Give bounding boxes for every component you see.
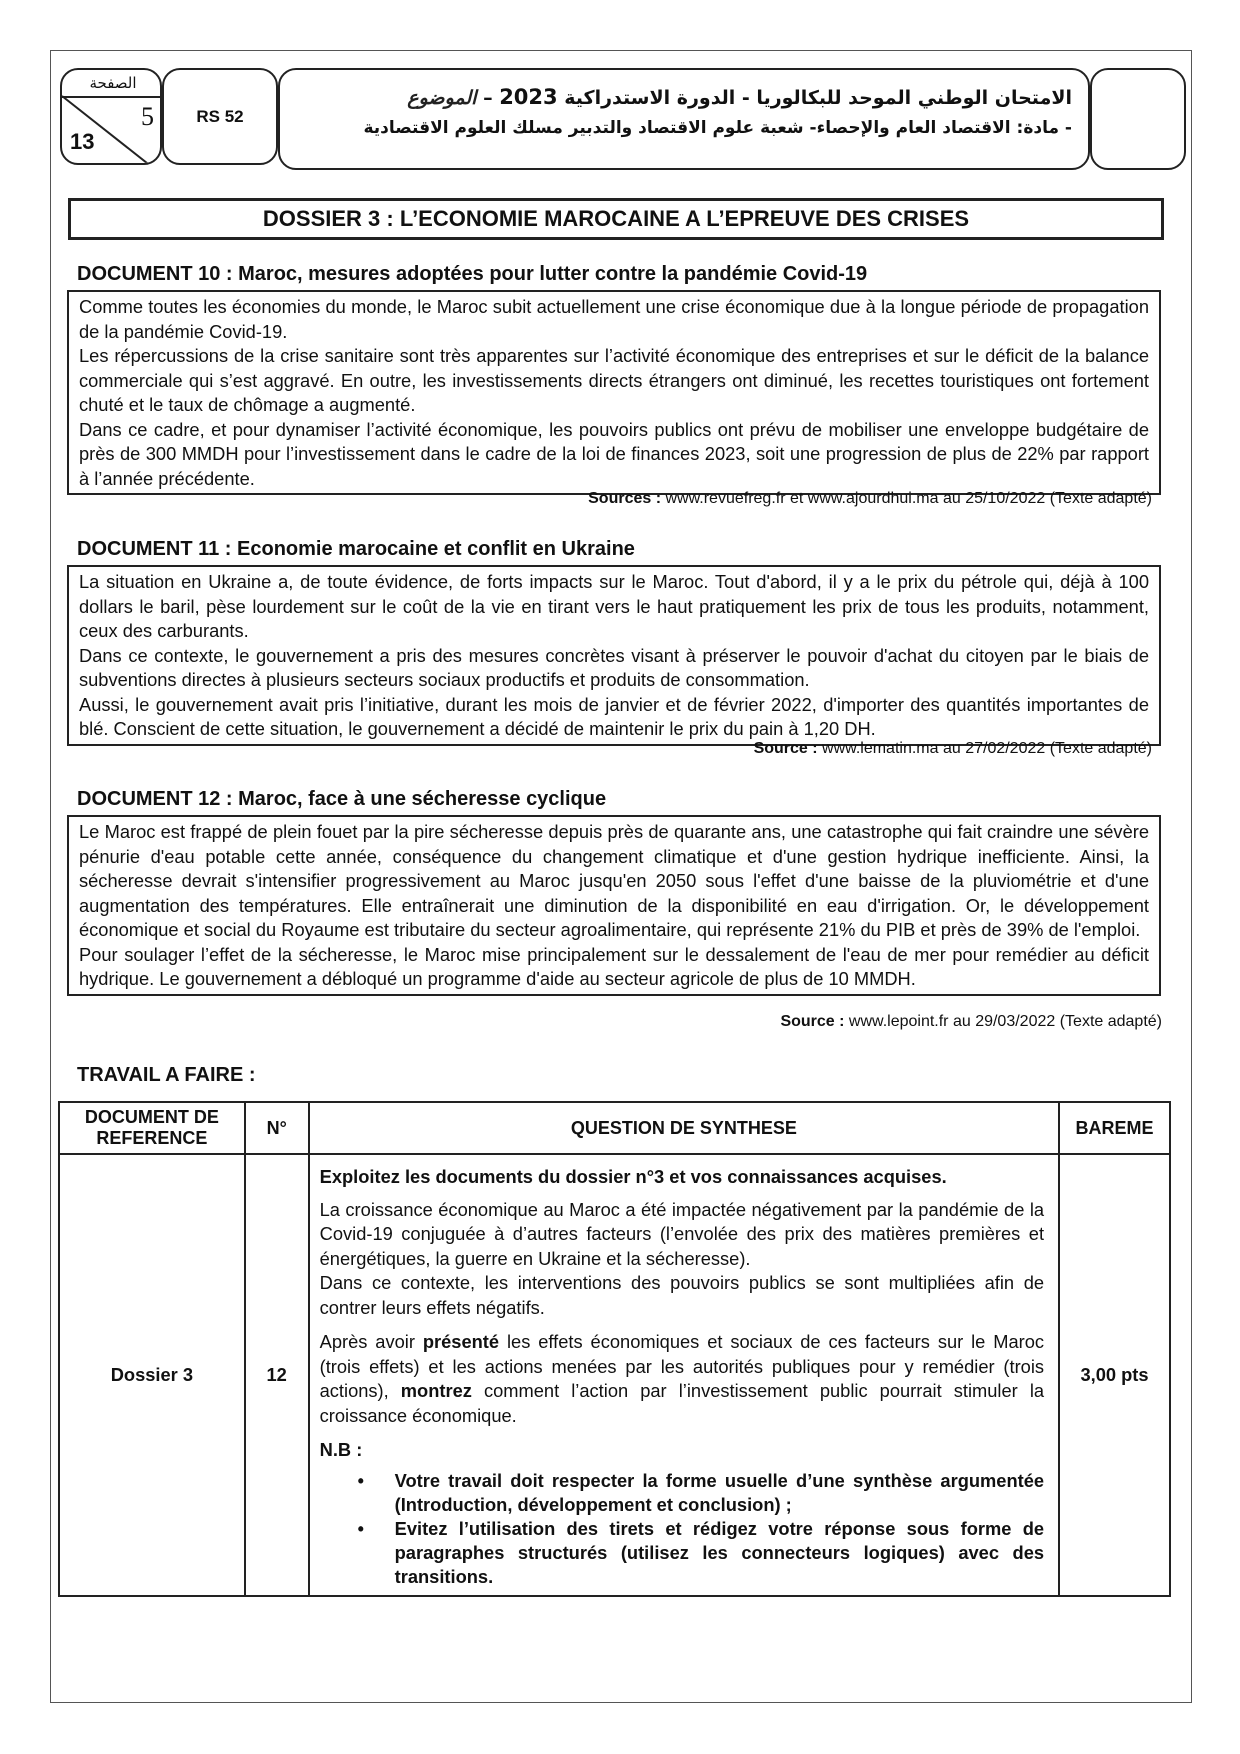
paragraph: Comme toutes les économies du monde, le Maroc subit actuellement une crise économique due à la longue période de propagation de la pandémie Covid-19. [79, 296, 1149, 342]
blank-box [1090, 68, 1186, 170]
question-text [320, 1330, 1044, 1428]
travail-table [58, 1101, 1171, 1597]
document-12-box [67, 815, 1161, 996]
source-text: www.lematin.ma au 27/02/2022 (Texte adapté) [822, 740, 1152, 757]
source-label: Sources : [588, 490, 662, 507]
paragraph: La situation en Ukraine a, de toute évidence, de forts impacts sur le Maroc. Tout d'abord, il y a le prix du pétrole qui, déjà à 100 dollars le baril, pèse lourdement sur le coût de la vie en tirant vers le haut pratiquement les prix de tous les produits, notamment, ceux des carburants. [79, 571, 1149, 641]
bareme-cell: 3,00 pts [1059, 1154, 1170, 1596]
exam-code: RS 52 [162, 68, 278, 165]
paragraph: Pour soulager l’effet de la sécheresse, le Maroc mise principalement sur le dessalement de l'eau de mer pour remédier au déficit hydrique. Le gouvernement a débloqué un programme d'aide au secteur agricole de plus de 10 MMDH. [79, 943, 1149, 989]
instruction: Exploitez les documents du dossier n°3 et vos connaissances acquises. [319, 1166, 947, 1187]
number-cell: 12 [245, 1154, 309, 1596]
question-keyword: montrez [400, 1380, 472, 1401]
paragraph: Aussi, le gouvernement avait pris l’initiative, durant les mois de janvier et de février 2022, d'importer des quantités importantes de blé. Conscient de cette situation, le gouvernement a décidé de maintenir le prix du pain à 1,20 DH. [79, 693, 1149, 739]
document-11-source [754, 740, 1152, 758]
column-header: N° [245, 1102, 309, 1154]
column-header: QUESTION DE SYNTHESE [309, 1102, 1059, 1154]
paragraph: Dans ce cadre, et pour dynamiser l’activité économique, les pouvoirs publics ont prévu de mobiliser une enveloppe budgétaire de près de 300 MMDH pour l’investissement dans le cadre de la loi de finances 2023, soit une progression de plus de 22% par rapport à l’année précédente. [79, 418, 1149, 489]
travail-title: TRAVAIL A FAIRE : [77, 1064, 256, 1086]
document-10-box [67, 290, 1161, 495]
exam-title-line1 [290, 82, 1072, 113]
source-text: www.lepoint.fr au 29/03/2022 (Texte adapté) [848, 1013, 1162, 1030]
question-part: Après avoir [319, 1331, 423, 1352]
table-header-row [59, 1102, 1170, 1154]
table-row [59, 1154, 1170, 1596]
list-item: • Votre travail doit respecter la forme usuelle d’une synthèse argumentée (Introduction, développement et conclusion) ; [358, 1469, 1044, 1517]
exam-title-line2: - مادة: الاقتصاد العام والإحصاء- شعبة علوم الاقتصاد والتدبير مسلك العلوم الاقتصادية [363, 118, 1072, 138]
question-keyword: présenté [422, 1331, 500, 1352]
source-text: www.revuefreg.fr et www.ajourdhui.ma au 25/10/2022 (Texte adapté) [665, 490, 1152, 507]
context-text: La croissance économique au Maroc a été impactée négativement par la pandémie de la Covid-19 conjuguée à d’autres facteurs (l’envolée des prix des matières premières et énergétiques, la guerre en Ukraine et la sécheresse). [319, 1198, 1045, 1269]
document-10-source [588, 490, 1152, 508]
page-number-box [60, 68, 162, 165]
source-label: Source : [753, 740, 818, 757]
dossier-title: DOSSIER 3 : L’ECONOMIE MAROCAINE A L’EPREUVE DES CRISES [68, 198, 1164, 240]
page-number: 5 [141, 102, 154, 131]
nb-label: N.B : [319, 1439, 363, 1460]
question-part: les effets économiques et sociaux de ces facteurs sur le Maroc (trois effets) et les actions menées par les autorités publiques pour y remédier (trois actions), [319, 1331, 1045, 1401]
list-item: • Evitez l’utilisation des tirets et rédigez votre réponse sous forme de paragraphes structurés (utilisez les connecteurs logiques) avec des transitions. [358, 1517, 1044, 1589]
question-part: comment l’action par l’investissement public pourrait stimuler la croissance économique. [319, 1380, 1045, 1426]
paragraph: Le Maroc est frappé de plein fouet par la pire sécheresse depuis près de quarante ans, une catastrophe qui fait craindre une sévère pénurie d'eau potable cette année, conséquence du changement climatique et d'une gestion hydrique inefficiente. Ainsi, la sécheresse devrait s'intensifier progressivement au Maroc jusqu'en 2050 sous l'effet d'une baisse de la pluviométrie et d'une augmentation des températures. Elle entraînerait une diminution de la disponibilité en eau d'irrigation. Or, le développement économique et social du Royaume est tributaire du secteur agroalimentaire, qui représente 21% du PIB et près de 39% de l'emploi. [79, 821, 1149, 940]
document-12-source [780, 1013, 1162, 1031]
paragraph: Les répercussions de la crise sanitaire sont très apparentes sur l’activité économique des entreprises et sur le déficit de la balance commerciale qui s’est aggravé. En outre, les investissements directs étrangers ont diminué, les recettes touristiques ont fortement chuté et le taux de chômage a augmenté. [79, 345, 1149, 415]
exam-title-box [278, 68, 1090, 170]
document-11-heading: DOCUMENT 11 : Economie marocaine et conflit en Ukraine [77, 538, 635, 560]
subject-word: الموضوع [407, 87, 477, 109]
column-header: DOCUMENT DE REFERENCE [59, 1102, 245, 1154]
exam-session: الامتحان الوطني الموحد للبكالوريا - الدورة الاستدراكية [564, 87, 1072, 109]
reference-cell: Dossier 3 [59, 1154, 245, 1596]
document-10-heading: DOCUMENT 10 : Maroc, mesures adoptées pour lutter contre la pandémie Covid-19 [77, 263, 868, 285]
paragraph: Dans ce contexte, le gouvernement a pris des mesures concrètes visant à préserver le pouvoir d'achat du citoyen par le biais de subventions directes à plusieurs secteurs sociaux productifs et produits de consommation. [79, 644, 1149, 690]
column-header: BAREME [1059, 1102, 1170, 1154]
nb-list [358, 1469, 1044, 1589]
source-label: Source : [780, 1013, 845, 1030]
page-label: الصفحة [89, 74, 137, 92]
exam-year: 2023 [499, 85, 558, 109]
question-cell [309, 1154, 1059, 1596]
document-12-heading: DOCUMENT 12 : Maroc, face à une sécheresse cyclique [77, 788, 607, 810]
title-separator: – [483, 87, 493, 109]
document-11-box [67, 565, 1161, 746]
context-text: Dans ce contexte, les interventions des pouvoirs publics se sont multipliées afin de contrer leurs effets négatifs. [319, 1272, 1045, 1318]
total-pages: 13 [70, 129, 95, 154]
